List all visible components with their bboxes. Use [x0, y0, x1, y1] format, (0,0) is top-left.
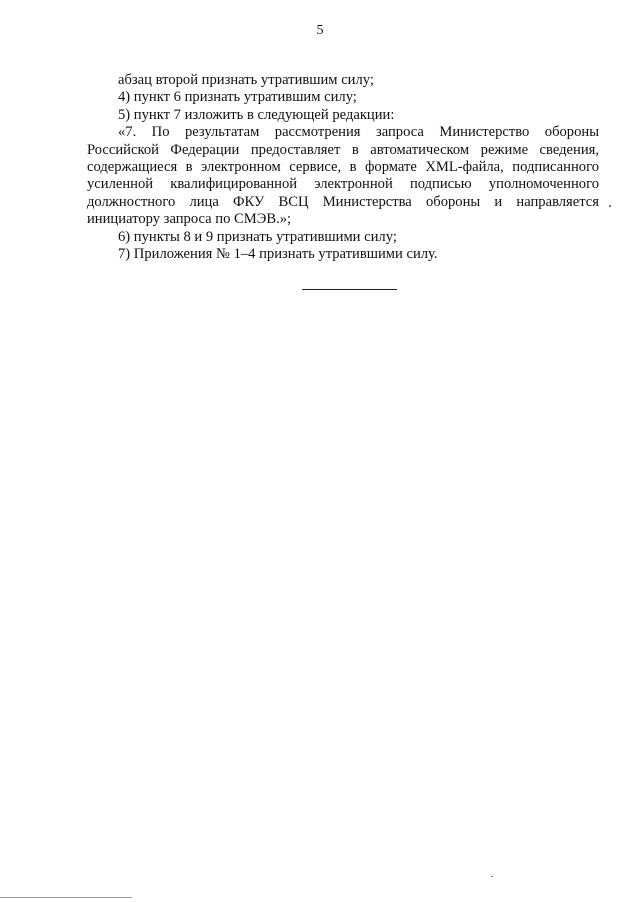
page-number: 5 — [316, 23, 324, 38]
document-body — [87, 72, 599, 263]
paragraph-abzac-vtoroy: абзац второй признать утратившим силу; — [118, 72, 374, 88]
paragraph-item-7-appendices: 7) Приложения № 1–4 признать утратившими силу. — [118, 246, 438, 263]
scan-edge-line — [0, 897, 132, 898]
paragraph-item-5: 5) пункт 7 изложить в следующей редакции: — [118, 106, 395, 123]
scan-speck — [609, 205, 611, 207]
paragraph-item-4: 4) пункт 6 признать утратившим силу; — [118, 89, 357, 106]
paragraph-item-6: 6) пункты 8 и 9 признать утратившими силу; — [118, 228, 397, 245]
end-of-text-rule — [302, 289, 397, 290]
scan-speck — [491, 876, 493, 877]
paragraph-item-7-text: «7. По результатам рассмотрения запроса Министерство обороны Российской Федерации предоставляет в автоматическом режиме сведения, содержащиеся в электронном сервисе, в формате XML-файла, подписанного усиленной квалифицированной электронной подписью уполномоченного должностного лица ФКУ ВСЦ Министерства обороны и направляется инициатору запроса по СМЭВ.»; — [87, 124, 599, 228]
